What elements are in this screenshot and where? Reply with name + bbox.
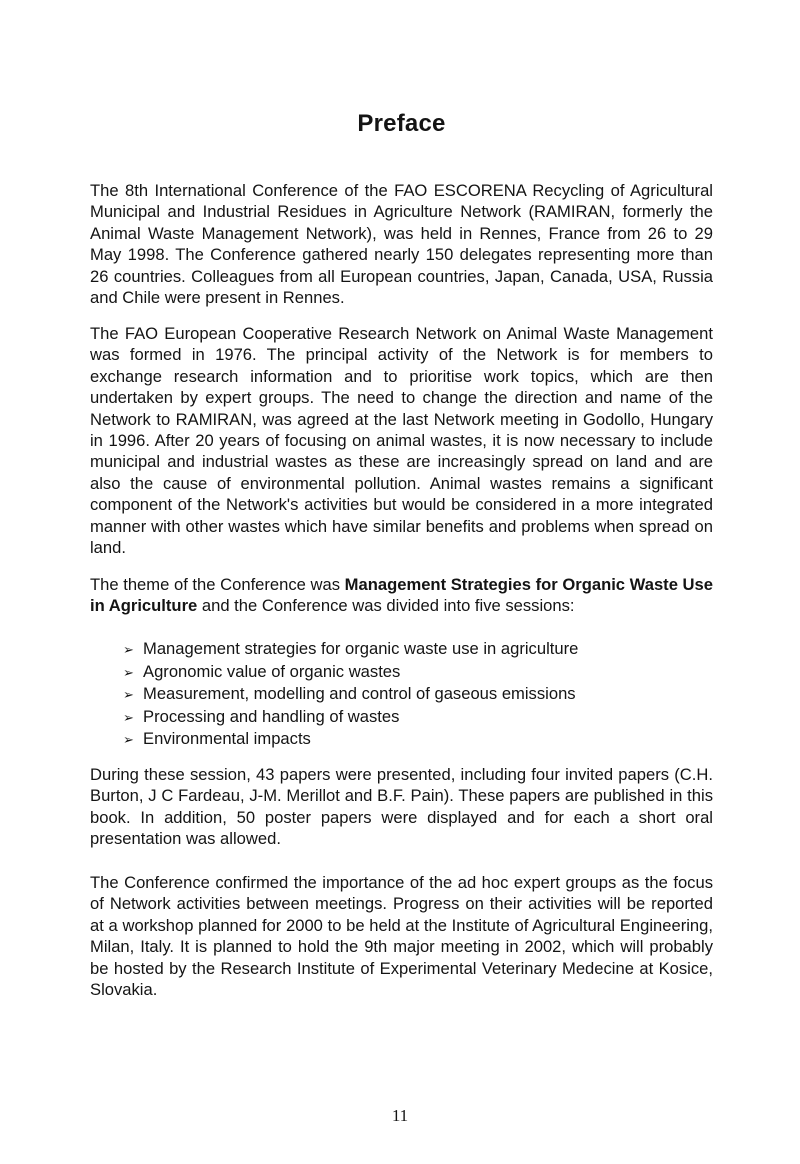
arrowhead-right-icon: ➢ — [123, 709, 134, 725]
session-item — [123, 661, 578, 684]
session-label: Management strategies for organic waste use in agriculture — [143, 639, 579, 658]
arrowhead-right-icon: ➢ — [123, 687, 134, 703]
arrowhead-right-icon: ➢ — [123, 732, 134, 748]
arrowhead-right-icon: ➢ — [123, 642, 134, 657]
theme-title: Management Strategies for Organic Waste Use in Agriculture — [90, 575, 713, 616]
arrowhead-right-icon: ➢ — [123, 664, 134, 680]
session-label: Environmental impacts — [143, 729, 311, 749]
page-title: Preface — [357, 110, 446, 137]
paragraph-conference-intro: The 8th International Conference of the FAO ESCORENA Recycling of Agricultural Municipal and Industrial Residues in Agriculture Network (RAMIRAN, formerly the Animal Waste Management Network), was held in Rennes, France from 26 to 29 May 1998. The Conference gathered nearly 150 delegates representing more than 26 countries. Colleagues from all European countries, Japan, Canada, USA, Russia and Chile were present in Rennes. — [90, 181, 713, 308]
paragraph-conference-theme — [90, 574, 713, 617]
session-item — [123, 638, 578, 661]
paragraph-future-meetings: The Conference confirmed the importance of the ad hoc expert groups as the focus of Network activities between meetings. Progress on their activities will be reported at a workshop planned for 2000 to be held at the Institute of Agricultural Engineering, Milan, Italy. It is planned to hold the 9th major meeting in 2002, which will probably be hosted by the Research Institute of Experimental Veterinary Medecine at Kosice, Slovakia. — [90, 873, 713, 1000]
session-label: Measurement, modelling and control of gaseous emissions — [143, 684, 576, 704]
session-label: Agronomic value of organic wastes — [143, 661, 401, 681]
session-item — [123, 683, 578, 706]
page-number: 11 — [391, 1106, 409, 1125]
paragraph-papers-presented: During these session, 43 papers were presented, including four invited papers (C.H. Burton, J C Fardeau, J-M. Merillot and B.F. Pain). These papers are published in this book. In addition, 50 poster papers were displayed and for each a short oral presentation was allowed. — [90, 765, 713, 849]
paragraph-network-history: The FAO European Cooperative Research Network on Animal Waste Management was formed in 1976. The principal activity of the Network is for members to exchange research information and to prioritise work topics, which are then undertaken by expert groups. The need to change the direction and name of the Network to RAMIRAN, was agreed at the last Network meeting in Godollo, Hungary in 1996. After 20 years of focusing on animal wastes, it is now necessary to include municipal and industrial wastes as these are increasingly spread on land and are also the cause of environmental pollution. Animal wastes remains a significant component of the Network's activities but would be considered in a more integrated manner with other wastes which have similar benefits and problems when spread on land. — [90, 324, 713, 558]
session-item — [123, 706, 578, 729]
session-item — [123, 728, 578, 751]
theme-intro-text: The theme of the Conference was — [90, 575, 345, 594]
session-label: Processing and handling of wastes — [143, 706, 400, 726]
session-list — [123, 638, 578, 751]
theme-outro-text: and the Conference was divided into five sessions: — [197, 596, 575, 616]
